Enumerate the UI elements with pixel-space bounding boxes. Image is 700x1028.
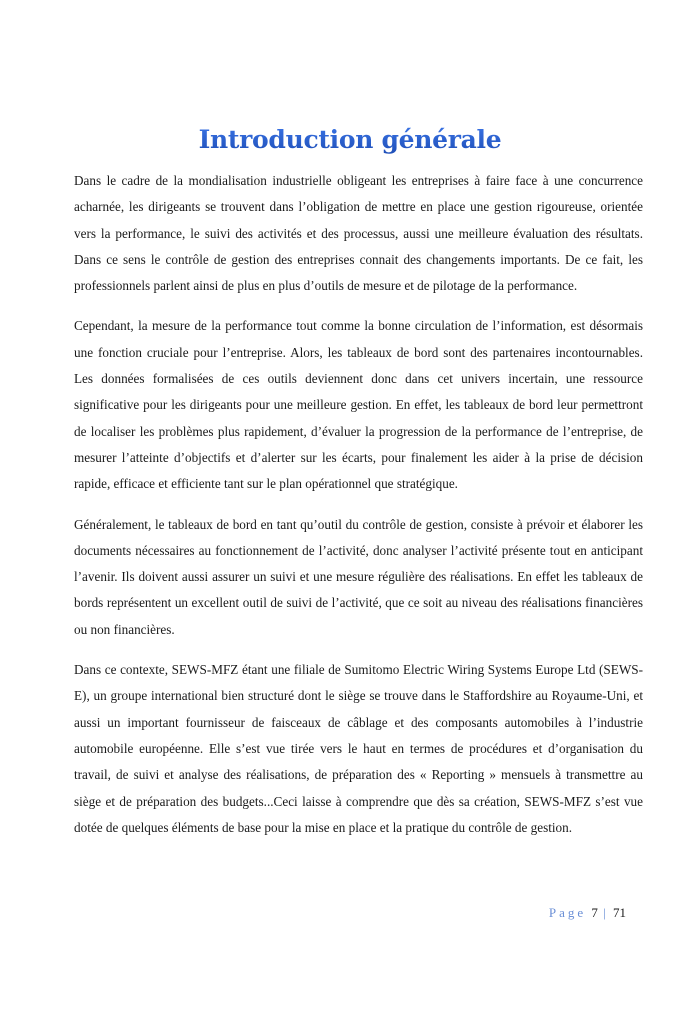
page-footer xyxy=(549,905,626,921)
paragraph-3: Généralement, le tableaux de bord en tant qu’outil du contrôle de gestion, consiste à prévoir et élaborer les documents nécessaires au fonctionnement de l’activité, donc analyser l’activité présente tout en anticipant l’avenir. Ils doivent aussi assurer un suivi et une mesure régulière des réalisations. En effet les tableaux de bords représentent un excellent outil de suivi de l’activité, que ce soit au niveau des réalisations financières ou non financières. xyxy=(74,516,643,637)
page-separator: | xyxy=(603,905,606,920)
document-body xyxy=(74,168,643,855)
page-title: Introduction générale xyxy=(0,125,700,154)
page-total: 71 xyxy=(613,905,626,920)
page-label: Page xyxy=(548,905,587,920)
page-number: 7 xyxy=(591,905,598,920)
paragraph-2: Cependant, la mesure de la performance tout comme la bonne circulation de l’information, est désormais une fonction cruciale pour l’entreprise. Alors, les tableaux de bord sont des partenaires incontournables. Les données formalisées de ces outils deviennent donc dans cet univers incertain, une ressource significative pour les dirigeants pour une meilleure gestion. En effet, les tableaux de bord leur permettront de localiser les problèmes plus rapidement, d’évaluer la progression de la performance de l’entreprise, de mesurer l’atteinte d’objectifs et d’alerter sur les écarts, pour finalement les aider à la prise de décision rapide, efficace et efficiente tant sur le plan opérationnel que stratégique. xyxy=(74,318,643,492)
paragraph-4: Dans ce contexte, SEWS-MFZ étant une filiale de Sumitomo Electric Wiring Systems Europe Ltd (SEWS-E), un groupe international bien structuré dont le siège se trouve dans le Staffordshire au Royaume-Uni, et aussi un important fournisseur de faisceaux de câblage et des composants automobiles à l’industrie automobile européenne. Elle s’est vue tirée vers le haut en termes de procédures et d’organisation du travail, de suivi et analyse des réalisations, de préparation des « Reporting » mensuels à transmettre au siège et de préparation des budgets...Ceci laisse à comprendre que dès sa création, SEWS-MFZ s’est vue dotée de quelques éléments de base pour la mise en place et la pratique du contrôle de gestion. xyxy=(74,662,643,835)
paragraph-1: Dans le cadre de la mondialisation industrielle obligeant les entreprises à faire face à une concurrence acharnée, les dirigeants se trouvent dans l’obligation de mettre en place une gestion rigoureuse, orientée vers la performance, le suivi des activités et des processus, aussi une meilleure évaluation des résultats. Dans ce sens le contrôle de gestion des entreprises connait des changements importants. De ce fait, les professionnels parlent ainsi de plus en plus d’outils de mesure et de pilotage de la performance. xyxy=(74,173,643,294)
